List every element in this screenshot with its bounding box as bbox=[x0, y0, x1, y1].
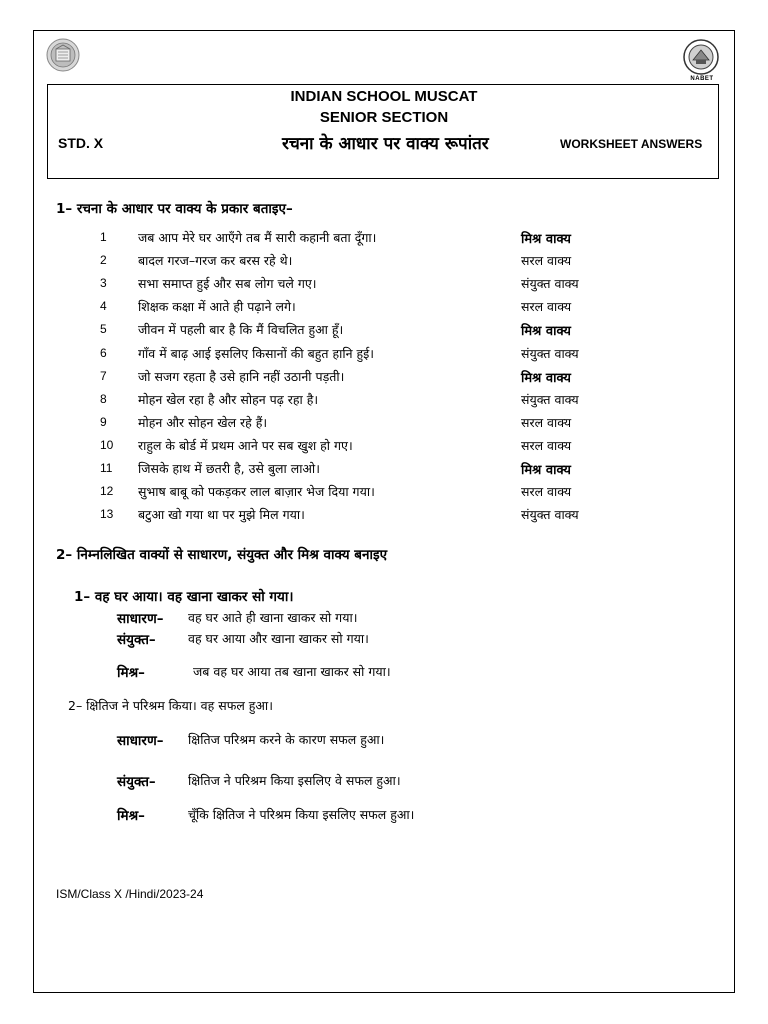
nabet-logo-text: NABET bbox=[690, 76, 714, 82]
item-sentence: गाँव में बाढ़ आई इसलिए किसानों की बहुत हानि हुई। bbox=[138, 346, 374, 361]
item-answer: संयुक्त वाक्य bbox=[521, 392, 579, 407]
list-item bbox=[0, 391, 768, 413]
sub1-mishra-answer: जब वह घर आया तब खाना खाकर सो गया। bbox=[193, 664, 391, 679]
item-sentence: जो सजग रहता है उसे हानि नहीं उठानी पड़ती। bbox=[138, 369, 345, 384]
item-number: 6 bbox=[100, 346, 107, 360]
item-number: 7 bbox=[100, 369, 107, 383]
item-number: 5 bbox=[100, 322, 107, 336]
sub1-sanyukt-answer: वह घर आया और खाना खाकर सो गया। bbox=[188, 631, 369, 646]
item-number: 4 bbox=[100, 299, 107, 313]
item-answer: सरल वाक्य bbox=[521, 438, 572, 453]
item-answer: सरल वाक्य bbox=[521, 253, 572, 268]
sub1-sanyukt-label: संयुक्त– bbox=[117, 632, 156, 648]
item-sentence: शिक्षक कक्षा में आते ही पढ़ाने लगे। bbox=[138, 299, 296, 314]
sub2-sanyukt-label: संयुक्त– bbox=[117, 774, 156, 790]
item-sentence: सुभाष बाबू को पकड़कर लाल बाज़ार भेज दिया गया। bbox=[138, 484, 375, 499]
item-sentence: मोहन और सोहन खेल रहे हैं। bbox=[138, 415, 268, 430]
sub2-sanyukt-answer: क्षितिज ने परिश्रम किया इसलिए वे सफल हुआ। bbox=[188, 773, 401, 788]
school-name: INDIAN SCHOOL MUSCAT bbox=[290, 88, 478, 105]
sub1-sadharan-label: साधारण– bbox=[117, 611, 164, 627]
list-item bbox=[0, 275, 768, 297]
item-number: 9 bbox=[100, 415, 107, 429]
list-item bbox=[0, 252, 768, 274]
question-2-heading: 2– निम्नलिखित वाक्यों से साधारण, संयुक्त और मिश्र वाक्य बनाइए bbox=[56, 547, 388, 563]
item-sentence: बटुआ खो गया था पर मुझे मिल गया। bbox=[138, 507, 305, 522]
sub2-mishra-label: मिश्र– bbox=[117, 808, 145, 824]
list-item bbox=[0, 321, 768, 343]
item-answer: सरल वाक्य bbox=[521, 484, 572, 499]
footer-text: ISM/Class X /Hindi/2023-24 bbox=[56, 887, 204, 901]
sub1-sadharan-answer: वह घर आते ही खाना खाकर सो गया। bbox=[188, 610, 358, 625]
sub1-mishra-label: मिश्र– bbox=[117, 665, 145, 681]
sub2-sadharan-answer: क्षितिज परिश्रम करने के कारण सफल हुआ। bbox=[188, 732, 385, 747]
item-answer: मिश्र वाक्य bbox=[521, 371, 571, 386]
item-answer: मिश्र वाक्य bbox=[521, 232, 571, 247]
sub-question-2-prompt: 2– क्षितिज ने परिश्रम किया। वह सफल हुआ। bbox=[68, 698, 273, 713]
item-number: 10 bbox=[100, 438, 114, 452]
list-item bbox=[0, 368, 768, 390]
item-number: 12 bbox=[100, 484, 114, 498]
item-answer: मिश्र वाक्य bbox=[521, 324, 571, 339]
class-label: STD. X bbox=[58, 135, 104, 151]
item-number: 13 bbox=[100, 507, 114, 521]
list-item bbox=[0, 345, 768, 367]
sub-question-1-prompt: 1– वह घर आया। वह खाना खाकर सो गया। bbox=[74, 589, 294, 605]
worksheet-answers-label: WORKSHEET ANSWERS bbox=[560, 137, 703, 151]
school-emblem-icon bbox=[46, 38, 80, 72]
list-item bbox=[0, 229, 768, 251]
item-sentence: सभा समाप्त हुई और सब लोग चले गए। bbox=[138, 276, 317, 291]
list-item bbox=[0, 414, 768, 436]
list-item bbox=[0, 437, 768, 459]
question-1-heading: 1– रचना के आधार पर वाक्य के प्रकार बताइए– bbox=[56, 201, 293, 217]
item-answer: संयुक्त वाक्य bbox=[521, 276, 579, 291]
item-number: 11 bbox=[100, 461, 113, 475]
item-number: 1 bbox=[100, 230, 107, 244]
list-item bbox=[0, 460, 768, 482]
item-answer: संयुक्त वाक्य bbox=[521, 507, 579, 522]
section-name: SENIOR SECTION bbox=[319, 109, 449, 126]
item-sentence: बादल गरज–गरज कर बरस रहे थे। bbox=[138, 253, 293, 268]
list-item bbox=[0, 483, 768, 505]
item-number: 3 bbox=[100, 276, 107, 290]
sub2-sadharan-label: साधारण– bbox=[117, 733, 164, 749]
item-number: 2 bbox=[100, 253, 107, 267]
nabet-logo-icon bbox=[682, 38, 720, 76]
item-answer: मिश्र वाक्य bbox=[521, 463, 571, 478]
sub2-mishra-answer: चूँकि क्षितिज ने परिश्रम किया इसलिए सफल हुआ। bbox=[188, 807, 415, 822]
list-item bbox=[0, 506, 768, 528]
item-sentence: जीवन में पहली बार है कि मैं विचलित हुआ हूँ। bbox=[138, 322, 344, 337]
item-answer: सरल वाक्य bbox=[521, 415, 572, 430]
item-sentence: जब आप मेरे घर आएँगे तब मैं सारी कहानी बता दूँगा। bbox=[138, 230, 377, 245]
worksheet-title: रचना के आधार पर वाक्य रूपांतर bbox=[282, 134, 489, 154]
item-sentence: जिसके हाथ में छतरी है, उसे बुला लाओ। bbox=[138, 461, 320, 476]
item-answer: सरल वाक्य bbox=[521, 299, 572, 314]
item-number: 8 bbox=[100, 392, 107, 406]
item-sentence: राहुल के बोर्ड में प्रथम आने पर सब खुश हो गए। bbox=[138, 438, 353, 453]
list-item bbox=[0, 298, 768, 320]
item-sentence: मोहन खेल रहा है और सोहन पढ़ रहा है। bbox=[138, 392, 319, 407]
item-answer: संयुक्त वाक्य bbox=[521, 346, 579, 361]
